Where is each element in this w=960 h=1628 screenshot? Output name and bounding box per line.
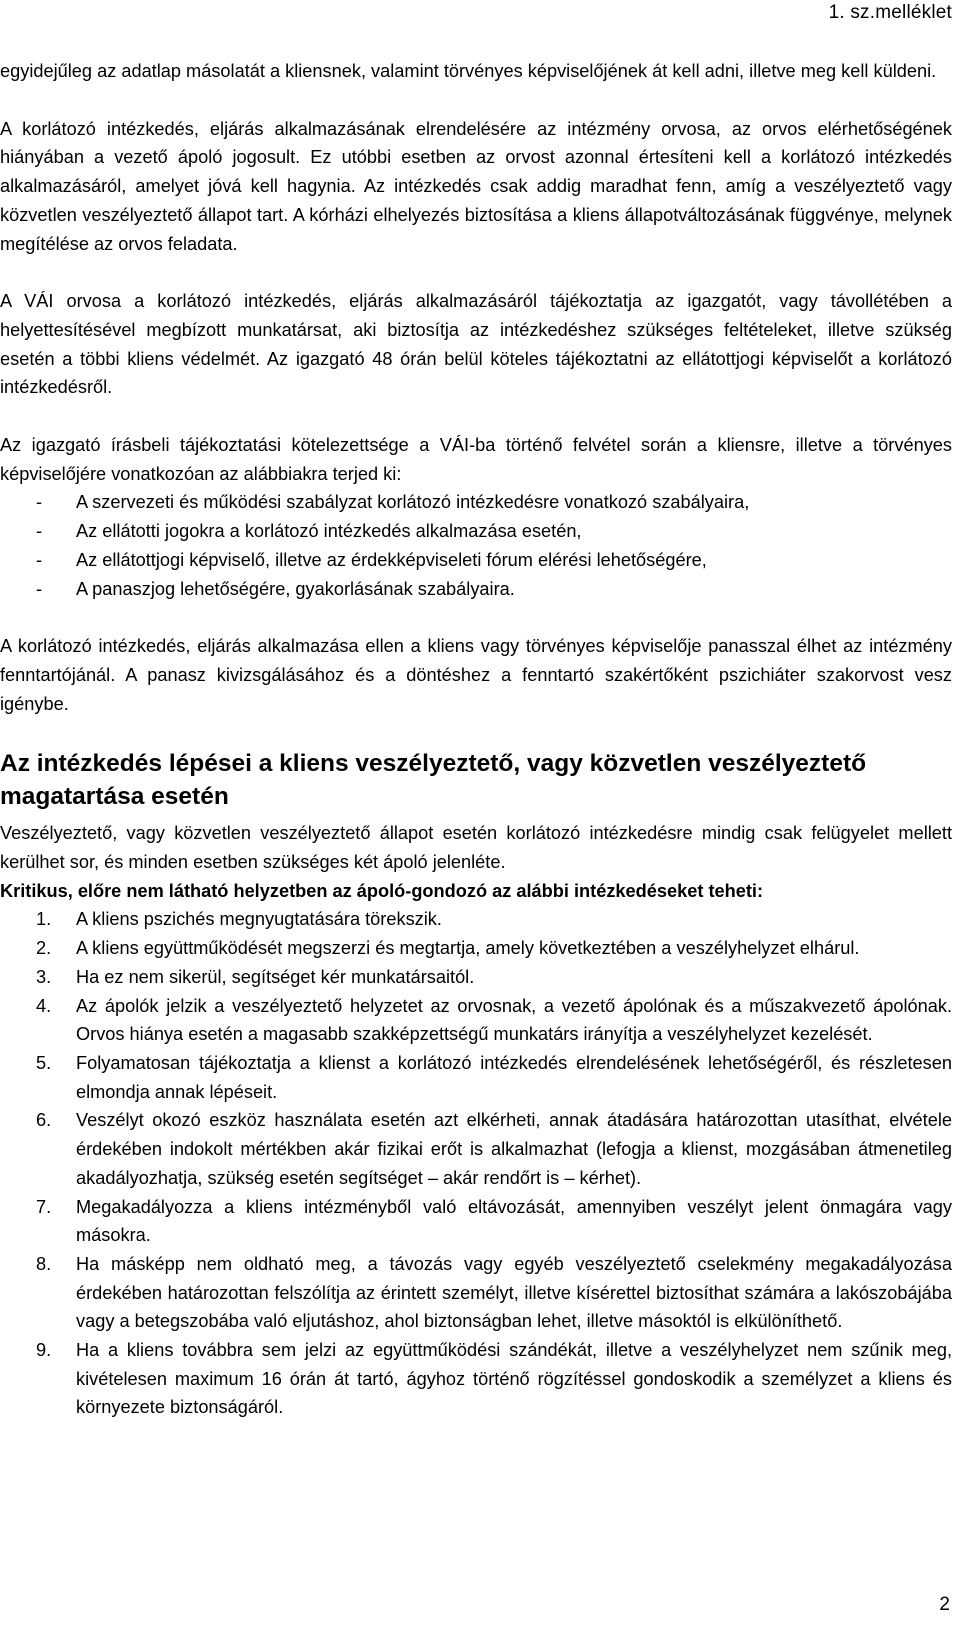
paragraph-ordering-authority: A korlátozó intézkedés, eljárás alkalmazásának elrendelésére az intézmény orvosa, az orvos elérhetőségének hiányában a vezető ápoló jogosult. Ez utóbbi esetben az orvost azonnal értesíteni kell a korlátozó intézkedés alkalmazásáról, amelyet jóvá kell hagynia. Az intézkedés csak addig maradhat fenn, amíg a veszélyeztető vagy közvetlen veszélyeztető állapot tart. A kórházi elhelyezés biztosítása a kliens állapotváltozásának függvénye, melynek megítélése az orvos feladata.: [0, 118, 952, 254]
step-item: [0, 1336, 952, 1422]
step-text: Megakadályozza a kliens intézményből való eltávozását, amennyiben veszélyt jelent önmagára vagy másokra.: [76, 1196, 952, 1246]
section-heading: Az intézkedés lépései a kliens veszélyeztető, vagy közvetlen veszélyeztető magatartása esetén: [0, 750, 867, 811]
list-item-text: A panaszjog lehetőségére, gyakorlásának szabályaira.: [76, 578, 515, 599]
step-number: 2.: [36, 938, 52, 959]
list-item-text: Az ellátotti jogokra a korlátozó intézkedés alkalmazása esetén,: [76, 521, 582, 542]
step-text: Veszélyt okozó eszköz használata esetén azt elkérheti, annak átadására határozottan utasíthat, elvétele érdekében indokolt mértékben akár fizikai erőt is alkalmazhat (lefogja a klienst, mozgásában átmenetileg akadályozhatja, szükség esetén segítséget – akár rendőrt is – kérhet).: [76, 1110, 952, 1188]
dash-marker: -: [36, 521, 43, 542]
step-number: 4.: [36, 995, 52, 1016]
step-text: A kliens együttműködését megszerzi és megtartja, amely következtében a veszélyhelyzet elhárul.: [76, 938, 860, 959]
critical-situation-lead: Kritikus, előre nem látható helyzetben az ápoló-gondozó az alábbi intézkedéseket teheti:: [0, 880, 764, 901]
list-item: [0, 575, 952, 604]
list-item: [0, 488, 952, 517]
step-text: Ha a kliens továbbra sem jelzi az együttműködési szándékát, illetve a veszélyhelyzet nem szűnik meg, kivételesen maximum 16 órán át tartó, ágyhoz történő rögzítéssel gondoskodik a személyzet a kliens és környezete biztonságáról.: [76, 1340, 952, 1418]
annex-label: 1. sz.melléklet: [828, 2, 952, 23]
step-item: [0, 992, 952, 1049]
document-body: [0, 57, 952, 1422]
step-number: 9.: [36, 1340, 52, 1361]
dash-marker: -: [36, 492, 43, 513]
step-item: [0, 905, 952, 934]
section-intro: Veszélyeztető, vagy közvetlen veszélyeztető állapot esetén korlátozó intézkedésre mindig csak felügyelet mellett kerülhet sor, és minden esetben szükséges két ápoló jelenléte.: [0, 823, 952, 873]
step-number: 1.: [36, 909, 52, 930]
paragraph-complaint: A korlátozó intézkedés, eljárás alkalmazása ellen a kliens vagy törvényes képviselője panasszal élhet az intézmény fenntartójánál. A panasz kivizsgálásához és a döntéshez a fenntartó szakértőként pszichiáter szakorvost vesz igénybe.: [0, 636, 952, 714]
paragraph-information-obligation: Az igazgató írásbeli tájékoztatási kötelezettsége a VÁI-ba történő felvétel során a kliensre, illetve a törvényes képviselőjére vonatkozóan az alábbiakra terjed ki:: [0, 435, 952, 484]
step-number: 6.: [36, 1110, 52, 1131]
step-text: Ha ez nem sikerül, segítséget kér munkatársaitól.: [76, 966, 475, 987]
list-item: [0, 517, 952, 546]
step-text: A kliens pszichés megnyugtatására törekszik.: [76, 909, 442, 930]
step-item: [0, 1049, 952, 1106]
page-number: 2: [939, 1594, 950, 1615]
step-text: Ha másképp nem oldható meg, a távozás vagy egyéb veszélyeztető cselekmény megakadályozása érdekében határozottan felszólítja az érintett személyt, illetve kísérettel biztosíthat számára a lakószobájába vagy a betegszobába való eljutáshoz, ahol biztonságban lehet, illetve másoktól is elkülöníthető.: [76, 1253, 952, 1332]
step-item: [0, 934, 952, 963]
step-item: [0, 1250, 952, 1336]
dash-marker: -: [36, 549, 43, 570]
step-item: [0, 1106, 952, 1192]
information-obligation-list: [0, 488, 952, 603]
steps-list: [0, 905, 952, 1422]
step-text: Az ápolók jelzik a veszélyeztető helyzetet az orvosnak, a vezető ápolónak és a műszakvezető ápolónak. Orvos hiánya esetén a magasabb szakképzettségű munkatárs irányítja a veszélyhelyzet kezelését.: [76, 995, 952, 1045]
step-number: 3.: [36, 966, 52, 987]
step-item: [0, 1193, 952, 1250]
paragraph-data-sheet-copy: egyidejűleg az adatlap másolatát a kliensnek, valamint törvényes képviselőjének át kell adni, illetve meg kell küldeni.: [0, 61, 937, 81]
paragraph-director-notification: A VÁI orvosa a korlátozó intézkedés, eljárás alkalmazásáról tájékoztatja az igazgatót, vagy távollétében a helyettesítésével megbízott munkatársat, aki biztosítja az intézkedéshez szükséges feltételeket, illetve szükség esetén a többi kliens védelmét. Az igazgató 48 órán belül köteles tájékoztatni az ellátottjogi képviselőt a korlátozó intézkedésről.: [0, 291, 952, 398]
dash-marker: -: [36, 578, 43, 599]
step-text: Folyamatosan tájékoztatja a klienst a korlátozó intézkedés elrendelésének lehetőségéről, és részletesen elmondja annak lépéseit.: [76, 1052, 952, 1102]
list-item-text: A szervezeti és működési szabályzat korlátozó intézkedésre vonatkozó szabályaira,: [76, 492, 750, 513]
step-number: 7.: [36, 1196, 52, 1217]
list-item-text: Az ellátottjogi képviselő, illetve az érdekképviseleti fórum elérési lehetőségére,: [76, 549, 707, 570]
step-number: 8.: [36, 1253, 52, 1274]
step-number: 5.: [36, 1052, 52, 1073]
list-item: [0, 546, 952, 575]
step-item: [0, 963, 952, 992]
